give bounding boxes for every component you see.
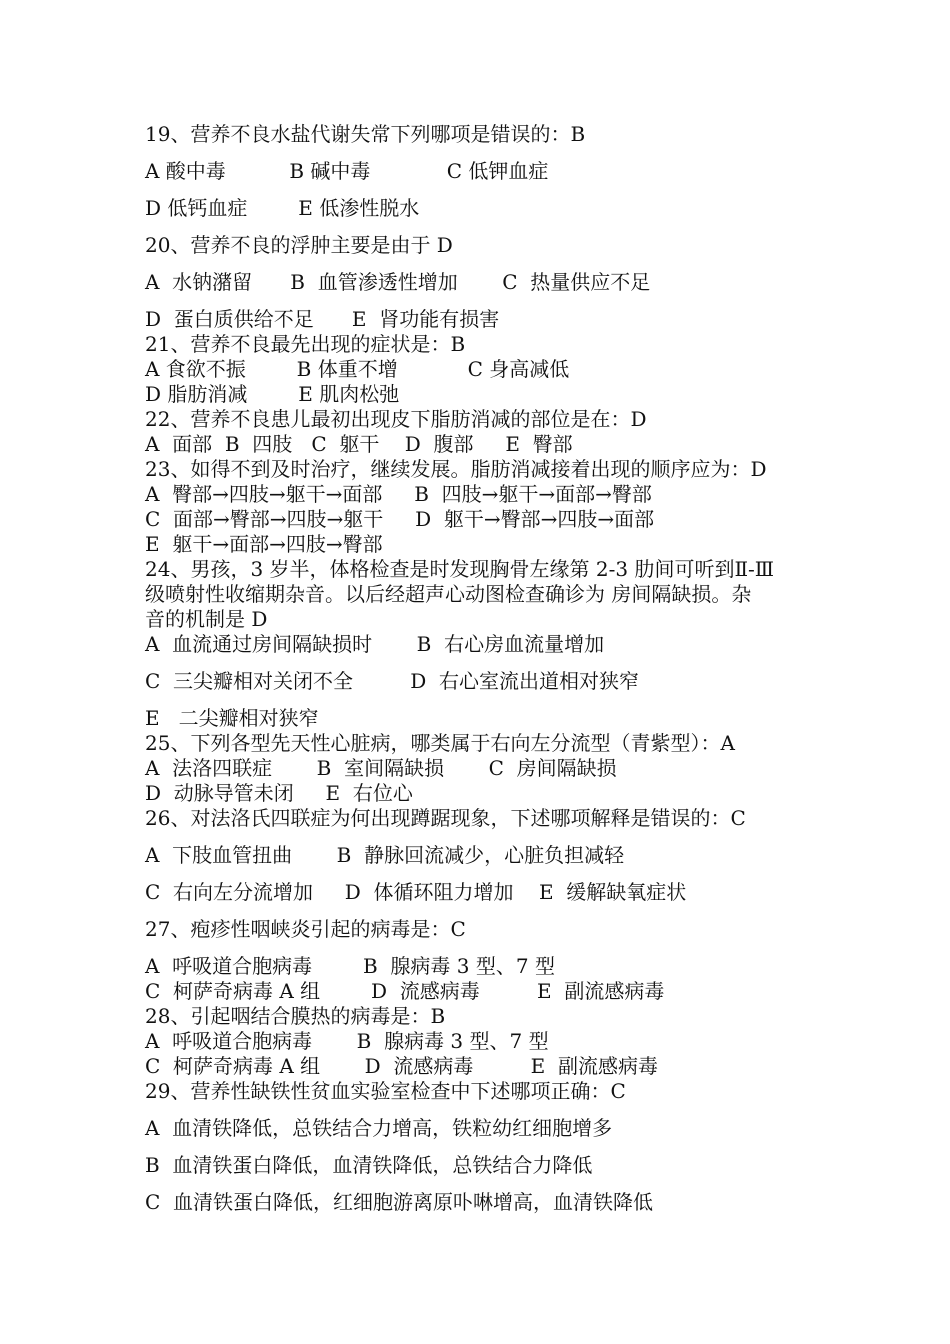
text-line: A 呼吸道合胞病毒 B 腺病毒 3 型、7 型 bbox=[145, 1029, 549, 1053]
text-line: 27、疱疹性咽峡炎引起的病毒是：C bbox=[145, 917, 466, 941]
text-line: 音的机制是 D bbox=[145, 607, 268, 631]
text-line: 20、营养不良的浮肿主要是由于 D bbox=[145, 233, 453, 257]
text-line: A 臀部→四肢→躯干→面部 B 四肢→躯干→面部→臀部 bbox=[145, 482, 652, 506]
text-line: 23、如得不到及时治疗，继续发展。脂肪消减接着出现的顺序应为：D bbox=[145, 457, 767, 481]
text-line: D 动脉导管未闭 E 右位心 bbox=[145, 781, 413, 805]
text-line: C 三尖瓣相对关闭不全 D 右心室流出道相对狭窄 bbox=[145, 669, 639, 693]
text-line: B 血清铁蛋白降低，血清铁降低，总铁结合力降低 bbox=[145, 1153, 593, 1177]
text-line: 24、男孩，3 岁半，体格检查是时发现胸骨左缘第 2-3 肋间可听到Ⅱ-Ⅲ bbox=[145, 557, 775, 581]
text-line: A 法洛四联症 B 室间隔缺损 C 房间隔缺损 bbox=[145, 756, 617, 780]
text-line: C 柯萨奇病毒 A 组 D 流感病毒 E 副流感病毒 bbox=[145, 979, 665, 1003]
text-line: A 食欲不振 B 体重不增 C 身高减低 bbox=[145, 357, 570, 381]
text-line: D 低钙血症 E 低渗性脱水 bbox=[145, 196, 420, 220]
text-line: 25、下列各型先天性心脏病，哪类属于右向左分流型（青紫型）：A bbox=[145, 731, 735, 755]
text-line: C 血清铁蛋白降低，红细胞游离原卟啉增高，血清铁降低 bbox=[145, 1190, 654, 1214]
text-line: C 面部→臀部→四肢→躯干 D 躯干→臀部→四肢→面部 bbox=[145, 507, 655, 531]
text-line: C 柯萨奇病毒 A 组 D 流感病毒 E 副流感病毒 bbox=[145, 1054, 658, 1078]
text-line: A 面部 B 四肢 C 躯干 D 腹部 E 臀部 bbox=[145, 432, 573, 456]
text-line: A 水钠潴留 B 血管渗透性增加 C 热量供应不足 bbox=[145, 270, 651, 294]
text-line: 28、引起咽结合膜热的病毒是：B bbox=[145, 1004, 446, 1028]
text-line: A 呼吸道合胞病毒 B 腺病毒 3 型、7 型 bbox=[145, 954, 555, 978]
text-line: 29、营养性缺铁性贫血实验室检查中下述哪项正确：C bbox=[145, 1079, 626, 1103]
text-line: A 下肢血管扭曲 B 静脉回流减少，心脏负担减轻 bbox=[145, 843, 625, 867]
document-page bbox=[145, 122, 825, 1215]
text-line: A 血流通过房间隔缺损时 B 右心房血流量增加 bbox=[145, 632, 605, 656]
text-line: A 血清铁降低，总铁结合力增高，铁粒幼红细胞增多 bbox=[145, 1116, 613, 1140]
text-line: E 躯干→面部→四肢→臀部 bbox=[145, 532, 383, 556]
text-line: A 酸中毒 B 碱中毒 C 低钾血症 bbox=[145, 159, 549, 183]
text-line: C 右向左分流增加 D 体循环阻力增加 E 缓解缺氧症状 bbox=[145, 880, 687, 904]
text-line: E 二尖瓣相对狭窄 bbox=[145, 706, 319, 730]
text-line: 19、营养不良水盐代谢失常下列哪项是错误的：B bbox=[145, 122, 586, 146]
text-line: 22、营养不良患儿最初出现皮下脂肪消减的部位是在：D bbox=[145, 407, 647, 431]
text-line: 级喷射性收缩期杂音。以后经超声心动图检查确诊为 房间隔缺损。杂 bbox=[145, 582, 752, 606]
text-line: D 蛋白质供给不足 E 肾功能有损害 bbox=[145, 307, 500, 331]
text-line: D 脂肪消减 E 肌肉松弛 bbox=[145, 382, 400, 406]
text-line: 26、对法洛氏四联症为何出现蹲踞现象，下述哪项解释是错误的：C bbox=[145, 806, 746, 830]
text-line: 21、营养不良最先出现的症状是：B bbox=[145, 332, 466, 356]
